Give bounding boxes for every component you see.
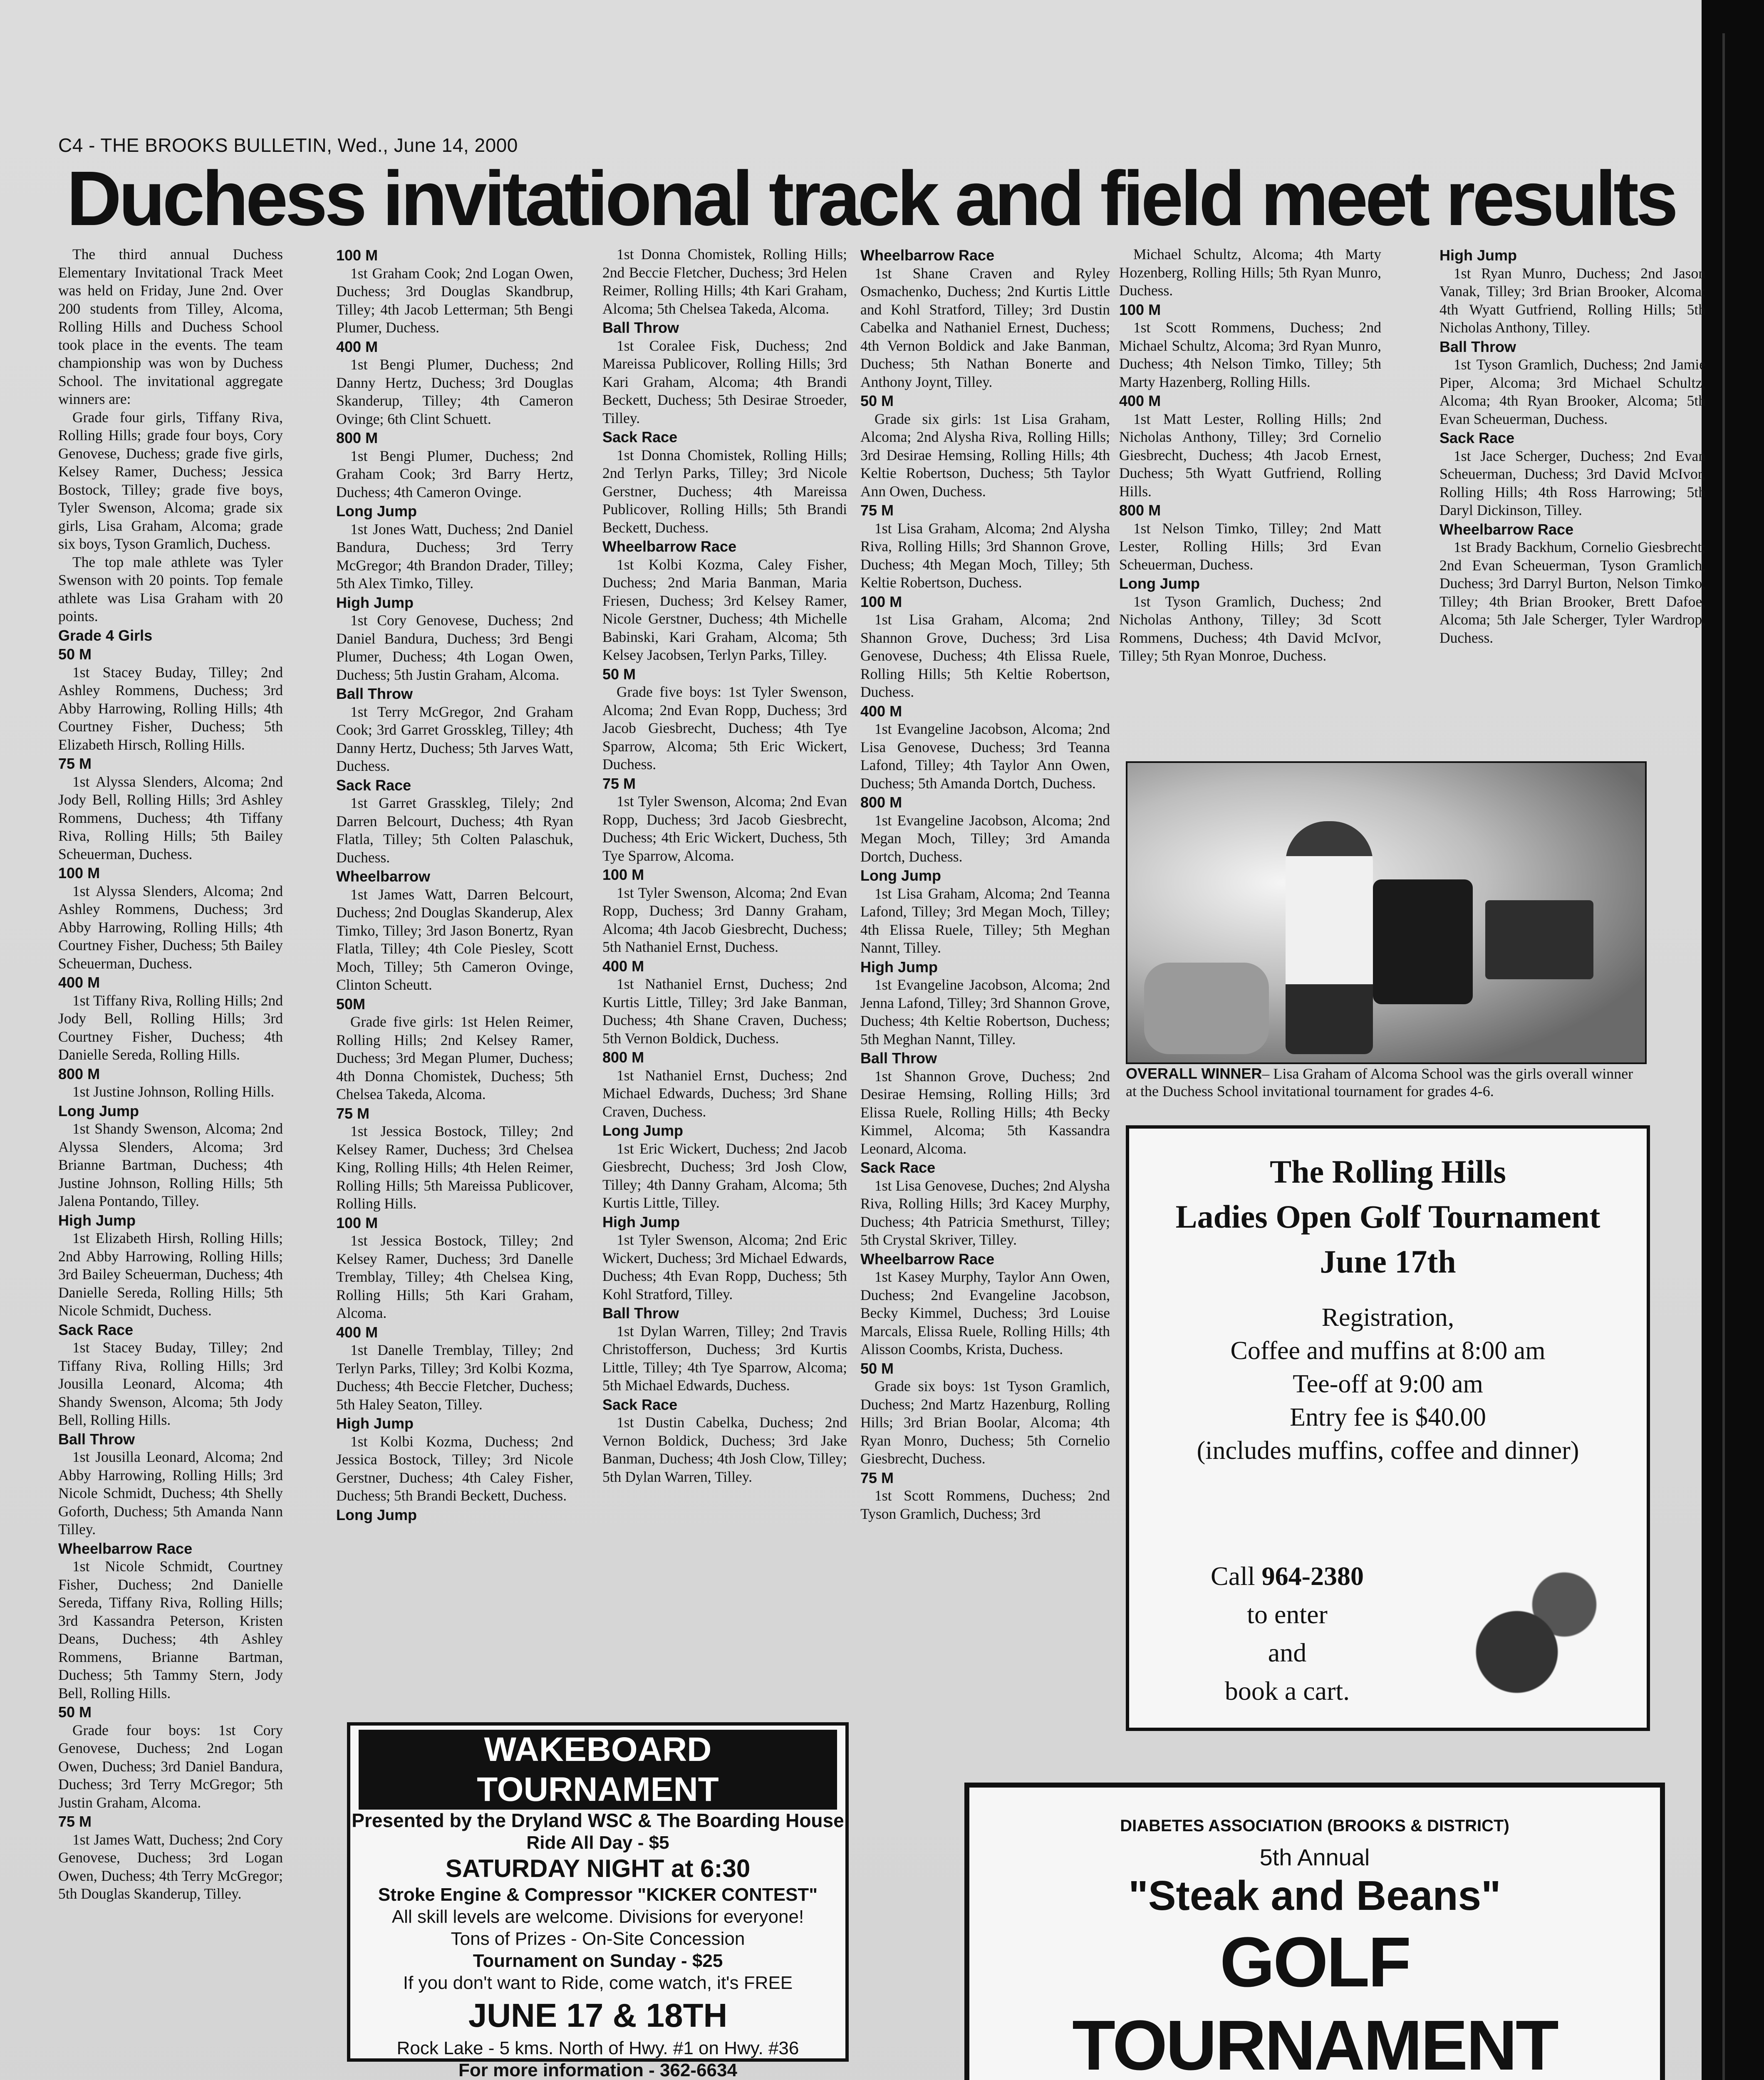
event-heading: Sack Race [58,1321,134,1338]
result-paragraph: 1st Coralee Fisk, Duchess; 2nd Mareissa Publicover, Rolling Hills; 3rd Kari Graham, Alcoma; 4th Brandi Beckett, Duchess; 5th Desirae Stroeder, Tilley. [602,337,847,426]
event-heading: 50 M [602,665,636,683]
result-paragraph: 1st Jousilla Leonard, Alcoma; 2nd Abby Harrowing, Rolling Hills; 3rd Nicole Schmidt, Duchess; 4th Shelly Goforth, Duchess; 5th Amanda Nann Tilley. [58,1449,283,1538]
event-heading: Wheelbarrow Race [602,538,737,555]
event-heading: High Jump [336,594,414,611]
result-paragraph: 1st Kolbi Kozma, Caley Fisher, Duchess; 2nd Maria Banman, Maria Friesen, Duchess; 3rd Kelsey Ramer, Nicole Gerstner, Duchess; 4th Michelle Babinski, Kari Graham, Alcoma; 5th Kelsey Jacobsen, Terlyn Parks, Tilley. [602,556,847,663]
wake-line-3: SATURDAY NIGHT at 6:30 [445,1855,751,1882]
result-paragraph: 1st Lisa Graham, Alcoma; 2nd Shannon Grove, Duchess; 3rd Lisa Genovese, Duchess; 4th Elissa Ruele, Rolling Hills; 5th Keltie Robertson, Duchess. [860,611,1110,700]
result-paragraph: 1st Nicole Schmidt, Courtney Fisher, Duchess; 2nd Danielle Sereda, Tiffany Riva, Rolling Hills; 3rd Kassandra Peterson, Kristen Deans, Duchess; 4th Ashley Rommens, Brianne Bartman, Duchess; 5th Tammy Stern, Jody Bell, Rolling Hills. [58,1558,283,1701]
photo-kids [1144,963,1269,1054]
folio: C4 - THE BROOKS BULLETIN, Wed., June 14, 2000 [58,134,518,156]
wake-line-8: If you don't want to Ride, come watch, it's FREE [403,1973,793,1993]
photo-caption [1126,1065,1643,1100]
result-paragraph: 1st Lisa Genovese, Duches; 2nd Alysha Riva, Rolling Hills; 3rd Kacey Murphy, Duchess; 4th Patricia Smethurst, Tilley; 5th Crystal Skriver, Tilley. [860,1177,1110,1248]
result-paragraph: 1st Nathaniel Ernst, Duchess; 2nd Michael Edwards, Duchess; 3rd Shane Craven, Duchess. [602,1067,847,1120]
photo-girl [1286,821,1373,1054]
event-heading: 400 M [602,957,644,975]
event-heading: Ball Throw [602,1305,679,1322]
event-heading: 800 M [860,794,902,811]
caption-lead: OVERALL WINNER [1126,1065,1262,1082]
event-heading: Grade 4 Girls [58,626,153,644]
result-paragraph: 1st Tyler Swenson, Alcoma; 2nd Eric Wickert, Duchess; 3rd Michael Edwards, Duchess; 4th Evan Ropp, Duchess; 5th Kohl Stratford, Tilley. [602,1231,847,1302]
event-heading: Sack Race [860,1159,936,1176]
result-paragraph: 1st Dustin Cabelka, Duchess; 2nd Vernon Boldick, Duchess; 3rd Jake Banman, Duchess; 4th Josh Clow, Tilley; 5th Dylan Warren, Tilley. [602,1414,847,1485]
rh-call-2: to enter [1247,1600,1328,1629]
event-heading: Long Jump [336,503,417,520]
photo-trophy-second [1485,900,1593,979]
event-heading: Sack Race [602,1396,678,1413]
column-4 [860,245,1110,1718]
result-paragraph: 1st Dylan Warren, Tilley; 2nd Travis Christofferson, Duchess; 3rd Kurtis Little, Tilley; 4th Tye Sparrow, Alcoma; 5th Michael Edwards, Duchess. [602,1322,847,1394]
result-paragraph: The top male athlete was Tyler Swenson with 20 points. Top female athlete was Lisa Graham with 20 points. [58,553,283,624]
column-1 [58,245,283,2076]
result-paragraph: Grade five girls: 1st Helen Reimer, Rolling Hills; 2nd Kelsey Ramer, Duchess; 3rd Megan Plumer, Duchess; 4th Donna Chomistek, Duchess; 5th Chelsea Takeda, Alcoma. [336,1013,573,1102]
event-heading: 800 M [602,1049,644,1066]
rh-call-4: book a cart. [1224,1676,1350,1706]
rh-call-block [1179,1557,1395,1710]
rh-call-3: and [1268,1638,1307,1667]
event-heading: 100 M [336,1214,378,1231]
event-heading: 800 M [58,1065,100,1082]
wake-dates: JUNE 17 & 18TH [468,1997,728,2034]
event-heading: High Jump [336,1415,414,1432]
caption-text: – Lisa Graham of Alcoma School was the girls overall winner at the Duchess School invitational tournament for grades 4-6. [1126,1065,1633,1099]
event-heading: 100 M [1119,301,1161,318]
event-heading: Sack Race [602,428,678,446]
event-heading: Wheelbarrow Race [860,247,995,264]
result-paragraph: 1st Alyssa Slenders, Alcoma; 2nd Jody Bell, Rolling Hills; 3rd Ashley Rommens, Duchess; 4th Tiffany Riva, Rolling Hills; 5th Bailey Scheuerman, Duchess. [58,773,283,862]
result-paragraph: Grade four girls, Tiffany Riva, Rolling Hills; grade four boys, Cory Genovese, Duchess; grade five girls, Kelsey Ramer, Duchess; Jessica Bostock, Tilley; grade five boys, Tyler Swenson, Alcoma; grade six girls, Lisa Graham, Alcoma; grade six boys, Tyson Gramlich, Duchess. [58,409,283,552]
event-heading: High Jump [1439,247,1517,264]
event-heading: Wheelbarrow Race [58,1540,193,1557]
result-paragraph: 1st Kolbi Kozma, Duchess; 2nd Jessica Bostock, Tilley; 3rd Nicole Gerstner, Duchess; 4th Caley Fisher, Duchess; 5th Brandi Beckett, Duchess. [336,1433,573,1504]
event-heading: Ball Throw [602,319,679,336]
result-paragraph: 1st Evangeline Jacobson, Alcoma; 2nd Lisa Genovese, Duchess; 3rd Teanna Lafond, Tilley; 4th Taylor Ann Owen, Duchess; 5th Amanda Dortch, Duchess. [860,721,1110,792]
result-paragraph: Grade six boys: 1st Tyson Gramlich, Duchess; 2nd Martz Hazenburg, Rolling Hills; 3rd Brian Boolar, Alcoma; 4th Ryan Monro, Duchess; 5th Cornelio Giesbrecht, Duchess. [860,1378,1110,1467]
event-heading: High Jump [58,1211,136,1229]
wake-line-5: All skill levels are welcome. Divisions for everyone! [391,1907,804,1927]
result-paragraph: 1st Scott Rommens, Duchess; 2nd Michael Schultz, Alcoma; 3rd Ryan Munro, Duchess; 4th Nelson Timko, Tilley; 5th Marty Hazenberg, Rolling Hills. [1119,319,1381,390]
diabetes-golf-ad [964,1783,1665,2080]
result-paragraph: 1st Tiffany Riva, Rolling Hills; 2nd Jody Bell, Rolling Hills; 3rd Courtney Fisher, Duchess; 4th Danielle Sereda, Rolling Hills. [58,992,283,1063]
wake-line-7: Tournament on Sunday - $25 [473,1951,723,1971]
event-heading: 400 M [336,1323,378,1341]
result-paragraph: 1st Jace Scherger, Duchess; 2nd Evan Scheuerman, Duchess; 3rd David McIvor, Rolling Hills; 4th Ross Harrowing; 5th Daryl Dickinson, Tilley. [1439,447,1706,518]
event-heading: 75 M [602,775,636,792]
wake-line-4: Stroke Engine & Compressor "KICKER CONTEST" [378,1884,818,1905]
rh-line-4: Entry fee is $40.00 [1290,1403,1486,1431]
diab-annual: 5th Annual [1259,1844,1370,1870]
event-heading: Wheelbarrow Race [860,1250,995,1268]
result-paragraph: 1st Eric Wickert, Duchess; 2nd Jacob Giesbrecht, Duchess; 3rd Josh Clow, Tilley; 4th Danny Graham, Alcoma; 5th Kurtis Little, Tilley. [602,1140,847,1211]
event-heading: Wheelbarrow Race [1439,520,1574,538]
wake-line-10: For more information - 362-6634 [458,2060,737,2080]
event-heading: 100 M [336,247,378,264]
event-heading: 75 M [58,1813,92,1830]
result-paragraph: 1st Elizabeth Hirsh, Rolling Hills; 2nd Abby Harrowing, Rolling Hills; 3rd Bailey Scheuerman, Duchess; 4th Danielle Sereda, Rolling Hills; 5th Nicole Schmidt, Duchess. [58,1230,283,1319]
result-paragraph: 1st Stacey Buday, Tilley; 2nd Ashley Rommens, Duchess; 3rd Abby Harrowing, Rolling Hills; 4th Courtney Fisher, Duchess; 5th Elizabeth Hirsch, Rolling Hills. [58,664,283,753]
rh-title-1: The Rolling Hills [1270,1154,1506,1190]
event-heading: Ball Throw [1439,338,1516,355]
rh-call: Call [1211,1561,1255,1591]
result-paragraph: 1st Tyler Swenson, Alcoma; 2nd Evan Ropp, Duchess; 3rd Danny Graham, Alcoma; 4th Jacob Giesbrecht, Duchess; 5th Nathaniel Ernst, Duchess. [602,884,847,955]
page-edge [1702,0,1764,2080]
rolling-hills-ad [1126,1125,1650,1731]
result-paragraph: 1st Jones Watt, Duchess; 2nd Daniel Bandura, Duchess; 3rd Terry McGregor; 4th Brandon Drader, Tilley; 5th Alex Timko, Tilley. [336,520,573,592]
result-paragraph: 1st Stacey Buday, Tilley; 2nd Tiffany Riva, Rolling Hills; 3rd Jousilla Leonard, Alcoma; 4th Shandy Swenson, Alcoma; 5th Jody Bell, Rolling Hills. [58,1339,283,1428]
column-2 [336,245,573,1718]
column-6 [1439,245,1706,745]
event-heading: Ball Throw [336,685,413,702]
result-paragraph: 1st Lisa Graham, Alcoma; 2nd Alysha Riva, Rolling Hills; 3rd Shannon Grove, Duchess; 4th Megan Moch, Tilley; 5th Keltie Robertson, Duchess. [860,520,1110,591]
event-heading: 100 M [58,864,100,882]
result-paragraph: 1st Cory Genovese, Duchess; 2nd Daniel Bandura, Duchess; 3rd Bengi Plumer, Duchess; 4th Logan Owen, Duchess; 5th Justin Graham, Alcoma. [336,612,573,683]
wake-line-6: Tons of Prizes - On-Site Concession [451,1929,745,1949]
event-heading: 400 M [336,338,378,355]
event-heading: Wheelbarrow [336,868,431,885]
event-heading: 400 M [58,974,100,991]
event-heading: 75 M [58,755,92,772]
result-paragraph: 1st James Watt, Darren Belcourt, Duchess; 2nd Douglas Skanderup, Alex Timko, Tilley; 3rd Jason Bonertz, Ryan Flatla, Tilley; 4th Cole Piesley, Scott Moch, Tilley; 5th Cameron Ovinge, Clinton Scheutt. [336,886,573,993]
result-paragraph: 1st Tyler Swenson, Alcoma; 2nd Evan Ropp, Duchess; 3rd Jacob Giesbrecht, Duchess; 4th Eric Wickert, Duchess, 5th Tye Sparrow, Alcoma. [602,793,847,864]
event-heading: 400 M [1119,392,1161,409]
rh-title-2: Ladies Open Golf Tournament [1175,1198,1600,1235]
event-heading: Long Jump [860,867,941,884]
event-heading: Long Jump [602,1122,683,1139]
event-heading: Long Jump [336,1506,417,1523]
wakeboard-ad [347,1722,849,2080]
photo-trophy [1373,879,1473,1004]
result-paragraph: 1st Donna Chomistek, Rolling Hills; 2nd Terlyn Parks, Tilley; 3rd Nicole Gerstner, Duchess; 4th Mareissa Publicover, Rolling Hills; 5th Brandi Beckett, Duchess. [602,446,847,536]
event-heading: Sack Race [336,776,411,794]
result-paragraph: 1st Scott Rommens, Duchess; 2nd Tyson Gramlich, Duchess; 3rd [860,1487,1110,1522]
result-paragraph: 1st Jessica Bostock, Tilley; 2nd Kelsey Ramer, Duchess; 3rd Chelsea King, Rolling Hills; 4th Helen Reimer, Rolling Hills; 5th Mareissa Publicover, Rolling Hills. [336,1123,573,1212]
event-heading: 50M [336,995,366,1013]
event-heading: 400 M [860,702,902,720]
rh-line-5: (includes muffins, coffee and dinner) [1197,1436,1579,1465]
event-heading: Long Jump [1119,575,1200,592]
result-paragraph: 1st Brady Backhum, Cornelio Giesbrecht; 2nd Evan Scheuerman, Tyson Gramlich, Duchess; 3rd Darryl Burton, Nelson Timko, Tilley; 4th Brian Brooker, Brett Dafoe, Alcoma; 5th Jale Scherger, Tyler Wardrop, Duchess. [1439,539,1706,646]
event-heading: 100 M [602,866,644,883]
result-paragraph: 1st Matt Lester, Rolling Hills; 2nd Nicholas Anthony, Tilley; 3rd Cornelio Giesbrecht, Duchess; 4th Jacob Ernest, Duchess; 5th Wyatt Gutfriend, Rolling Hills. [1119,410,1381,500]
result-paragraph: 1st Tyson Gramlich, Duchess; 2nd Nicholas Anthony, Tilley; 3d Scott Rommens, Duchess; 4th David McIvor, Tilley; 5th Ryan Monroe, Duchess. [1119,593,1381,664]
result-paragraph: 1st Alyssa Slenders, Alcoma; 2nd Ashley Rommens, Duchess; 3rd Abby Harrowing, Rolling Hills; 4th Courtney Fisher, Duchess; 5th Bailey Scheuerman, Duchess. [58,882,283,972]
result-paragraph: 1st Bengi Plumer, Duchess; 2nd Danny Hertz, Duchess; 3rd Douglas Skanderup, Tilley; 4th Cameron Ovinge; 6th Clint Schuett. [336,356,573,427]
event-heading: 50 M [860,1359,894,1377]
diab-event: "Steak and Beans" [1128,1872,1501,1919]
result-paragraph: 1st Nelson Timko, Tilley; 2nd Matt Lester, Rolling Hills; 3rd Evan Scheuerman, Duchess. [1119,520,1381,573]
event-heading: 800 M [1119,502,1161,519]
column-5 [1119,245,1381,761]
golfer-illustration [1454,1557,1612,1715]
rh-line-3: Tee-off at 9:00 am [1293,1370,1483,1398]
result-paragraph: 1st Nathaniel Ernst, Duchess; 2nd Kurtis Little, Tilley; 3rd Jake Banman, Duchess; 4th Shane Craven, Duchess; 5th Vernon Boldick, Duchess. [602,976,847,1047]
result-paragraph: 1st Tyson Gramlich, Duchess; 2nd Jamie Piper, Alcoma; 3rd Michael Schultz, Alcoma; 4th Ryan Brooker, Alcoma; 5th Evan Scheuerman, Duchess. [1439,356,1706,427]
event-heading: 800 M [336,429,378,446]
result-paragraph: The third annual Duchess Elementary Invitational Track Meet was held on Friday, June 2nd. Over 200 students from Tilley, Alcoma, Rolling Hills and Duchess School took place in the events. The team championship was won by Duchess School. The invitational aggregate winners are: [58,246,283,407]
result-paragraph: 1st Justine Johnson, Rolling Hills. [72,1083,275,1100]
diab-title: GOLF TOURNAMENT [1072,1923,1557,2080]
result-paragraph: 1st Garret Grasskleg, Tilely; 2nd Darren Belcourt, Duchess; 4th Ryan Flatla, Tilley; 5th Colten Palaschuk, Duchess. [336,795,573,866]
event-heading: Sack Race [1439,429,1515,446]
result-paragraph: 1st Evangeline Jacobson, Alcoma; 2nd Megan Moch, Tilley; 3rd Amanda Dortch, Duchess. [860,812,1110,865]
result-paragraph: 1st Ryan Munro, Duchess; 2nd Jason Vanak, Tilley; 3rd Brian Brooker, Alcoma; 4th Wyatt Gutfriend, Rolling Hills; 5th Nicholas Anthony, Tilley. [1439,265,1706,336]
event-heading: Ball Throw [860,1050,937,1067]
event-heading: 75 M [336,1104,370,1122]
result-paragraph: 1st Bengi Plumer, Duchess; 2nd Graham Cook; 3rd Barry Hertz, Duchess; 4th Cameron Ovinge. [336,447,573,500]
diab-org: DIABETES ASSOCIATION (BROOKS & DISTRICT) [1120,1817,1509,1835]
event-heading: Ball Throw [58,1430,135,1448]
event-heading: 50 M [860,392,894,409]
rh-phone: 964-2380 [1261,1561,1364,1591]
event-heading: 75 M [860,502,894,519]
result-paragraph: 1st Graham Cook; 2nd Logan Owen, Duchess; 3rd Douglas Skandbrup, Tilley; 4th Jacob Letterman; 5th Bengi Plumer, Duchess. [336,265,573,336]
event-heading: High Jump [860,958,938,976]
result-paragraph: 1st Evangeline Jacobson, Alcoma; 2nd Jenna Lafond, Tilley; 3rd Shannon Grove, Duchess; 4th Keltie Robertson, Duchess; 5th Meghan Nannt, Tilley. [860,976,1110,1047]
wake-title: WAKEBOARD TOURNAMENT [359,1730,837,1810]
rh-title-3: June 17th [1320,1243,1456,1280]
result-paragraph: Michael Schultz, Alcoma; 4th Marty Hozenberg, Rolling Hills; 5th Ryan Munro, Duchess. [1119,246,1381,299]
wake-line-2: Ride All Day - $5 [526,1832,669,1853]
headline: Duchess invitational track and field meet results [67,156,1676,242]
event-heading: 100 M [860,593,902,610]
event-heading: 50 M [58,646,92,663]
result-paragraph: Grade six girls: 1st Lisa Graham, Alcoma; 2nd Alysha Riva, Rolling Hills; 3rd Desirae Hemsing, Rolling Hills; 4th Keltie Robertson, Duchess; 5th Taylor Ann Owen, Duchess. [860,410,1110,500]
result-paragraph: Grade four boys: 1st Cory Genovese, Duchess; 2nd Logan Owen, Duchess; 3rd Daniel Bandura, Duchess; 3rd Terry McGregor; 5th Justin Graham, Alcoma. [58,1721,283,1811]
rh-line-1: Registration, [1321,1303,1454,1332]
column-3 [602,245,847,1718]
result-paragraph: Grade five boys: 1st Tyler Swenson, Alcoma; 2nd Evan Ropp, Duchess; 3rd Jacob Giesbrecht, Duchess; 4th Tye Sparrow, Alcoma; 5th Eric Wickert, Duchess. [602,683,847,773]
event-heading: High Jump [602,1213,680,1231]
result-paragraph: 1st Donna Chomistek, Rolling Hills; 2nd Beccie Fletcher, Duchess; 3rd Helen Reimer, Rolling Hills; 4th Kari Graham, Alcoma; 5th Chelsea Takeda, Alcoma. [602,246,847,317]
result-paragraph: 1st Shandy Swenson, Alcoma; 2nd Alyssa Slenders, Alcoma; 3rd Brianne Bartman, Duchess; 4th Justine Johnson, Rolling Hills; 5th Jalena Pontando, Tilley. [58,1120,283,1209]
wake-line-1: Presented by the Dryland WSC & The Boarding House [352,1810,844,1831]
result-paragraph: 1st Shane Craven and Ryley Osmachenko, Duchess; 2nd Kurtis Little and Kohl Stratford, Tilley; 3rd Dustin Cabelka and Nathaniel Ernest, Duchess; 4th Vernon Boldick and Jake Banman, Duchess; 5th Nathan Bonerte and Anthony Joynt, Tilley. [860,265,1110,390]
result-paragraph: 1st Lisa Graham, Alcoma; 2nd Teanna Lafond, Tilley; 3rd Megan Moch, Tilley; 4th Elissa Ruele, Tilley; 5th Meghan Nannt, Tilley. [860,885,1110,956]
result-paragraph: 1st Shannon Grove, Duchess; 2nd Desirae Hemsing, Rolling Hills; 3rd Elissa Ruele, Rolling Hills; 4th Becky Kimmel, Alcoma; 5th Kassandra Leonard, Alcoma. [860,1067,1110,1157]
event-heading: 75 M [860,1469,894,1486]
fold-line [1722,33,1725,2080]
result-paragraph: 1st Jessica Bostock, Tilley; 2nd Kelsey Ramer, Duchess; 3rd Danelle Tremblay, Tilley; 4th Chelsea King, Rolling Hills; 5th Kari Graham, Alcoma. [336,1232,573,1321]
result-paragraph: 1st Terry McGregor, 2nd Graham Cook; 3rd Garret Grosskleg, Tilley; 4th Danny Hertz, Duchess; 5th Jarves Watt, Duchess. [336,703,573,774]
event-heading: Long Jump [58,1102,139,1119]
rh-line-2: Coffee and muffins at 8:00 am [1230,1337,1546,1365]
result-paragraph: 1st Kasey Murphy, Taylor Ann Owen, Duchess; 2nd Evangeline Jacobson, Becky Kimmel, Duchess; 3rd Louise Marcals, Elissa Ruele, Rolling Hills; 4th Alisson Coombs, Krista, Duchess. [860,1268,1110,1357]
event-heading: 50 M [58,1704,92,1721]
result-paragraph: 1st Danelle Tremblay, Tilley; 2nd Terlyn Parks, Tilley; 3rd Kolbi Kozma, Duchess; 4th Beccie Fletcher, Duchess; 5th Haley Seaton, Tilley. [336,1342,573,1413]
result-paragraph: 1st James Watt, Duchess; 2nd Cory Genovese, Duchess; 3rd Logan Owen, Duchess; 4th Terry McGregor; 5th Douglas Skanderup, Tilley. [58,1831,283,1902]
wake-line-9: Rock Lake - 5 kms. North of Hwy. #1 on Hwy. #36 [396,2038,799,2058]
winner-photo [1126,761,1647,1064]
